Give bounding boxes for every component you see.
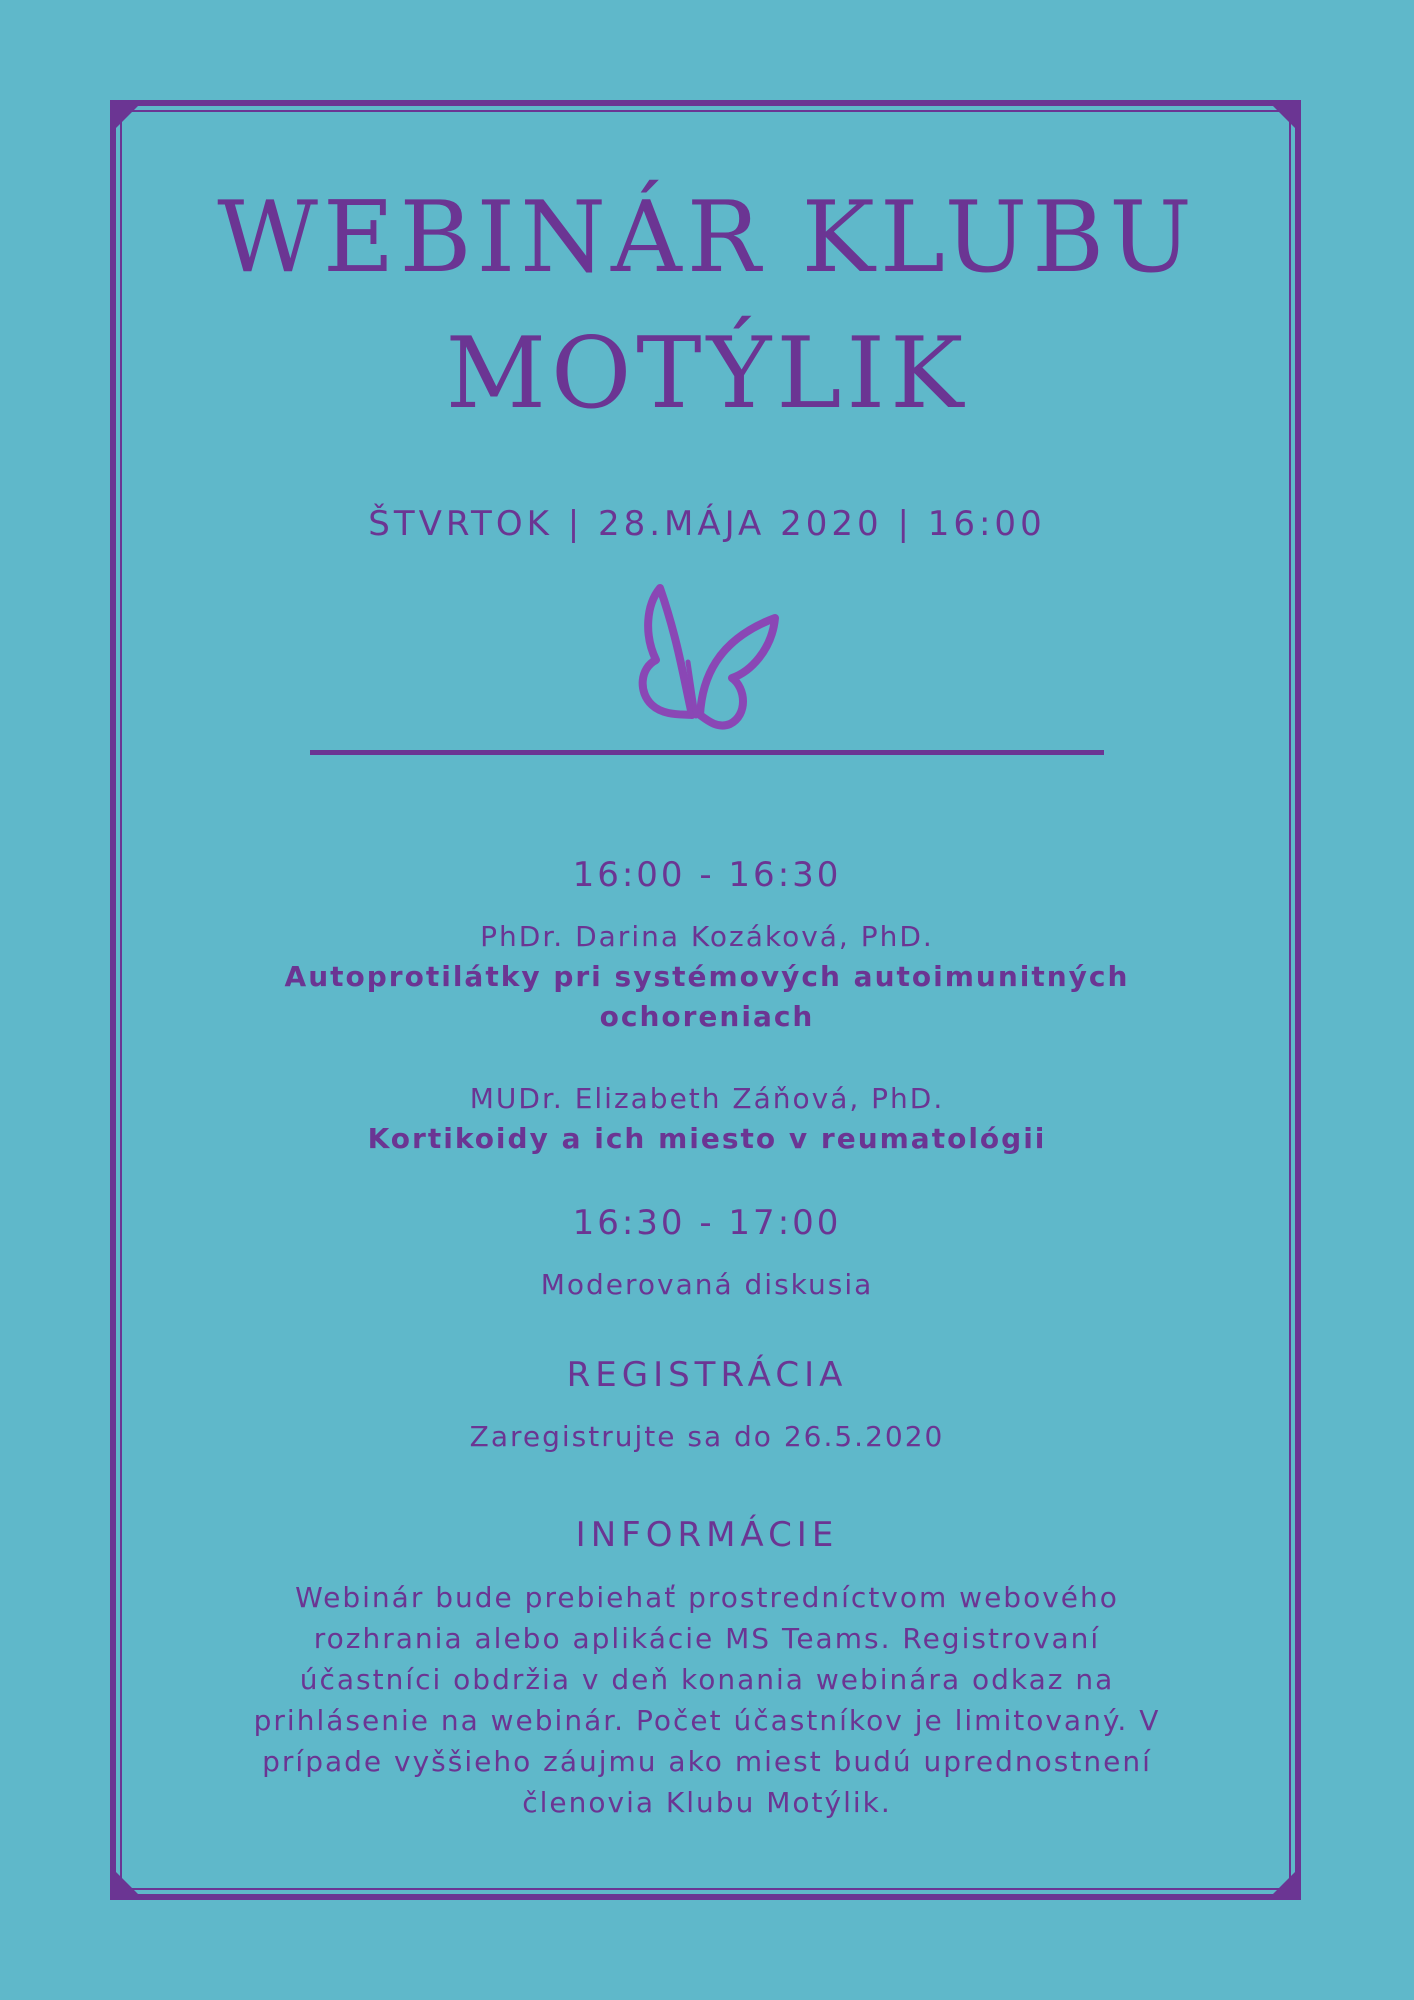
information-line: členovia Klubu Motýlik. xyxy=(522,1786,892,1819)
program-time-1: 16:00 - 16:30 xyxy=(572,855,842,895)
information-line: prihlásenie na webinár. Počet účastníkov je limitovaný. V xyxy=(253,1704,1161,1737)
poster-content xyxy=(180,170,1234,1823)
frame-corner-bottom-right xyxy=(1267,1866,1301,1900)
information-heading: INFORMÁCIE xyxy=(575,1515,839,1555)
event-date: ŠTVRTOK | 28.MÁJA 2020 | 16:00 xyxy=(368,504,1046,544)
registration-text: Zaregistrujte sa do 26.5.2020 xyxy=(469,1420,945,1453)
talk-1-title-line-1: Autoprotilátky pri systémových autoimunitných xyxy=(284,960,1130,993)
information-line: rozhrania alebo aplikácie MS Teams. Registrovaní xyxy=(313,1622,1101,1655)
program-time-2: 16:30 - 17:00 xyxy=(572,1203,842,1243)
information-line: účastníci obdržia v deň konania webinára odkaz na xyxy=(299,1663,1115,1696)
talk-2-title: Kortikoidy a ich miesto v reumatológii xyxy=(367,1122,1047,1155)
speaker-2: MUDr. Elizabeth Záňová, PhD. xyxy=(469,1082,945,1115)
frame-corner-bottom-left xyxy=(110,1866,144,1900)
frame-corner-top-right xyxy=(1267,100,1301,134)
speaker-1: PhDr. Darina Kozáková, PhD. xyxy=(480,920,934,953)
poster-title xyxy=(180,170,1234,442)
poster-title-line-2: MOTÝLIK xyxy=(445,317,969,431)
butterfly-icon xyxy=(632,580,782,730)
information-line: prípade vyššieho záujmu ako miest budú uprednostnení xyxy=(262,1745,1152,1778)
section-divider xyxy=(310,750,1104,755)
poster-title-line-1: WEBINÁR KLUBU xyxy=(217,181,1197,295)
talk-1-title-line-2: ochoreniach xyxy=(599,1000,815,1033)
information-text xyxy=(207,1577,1207,1823)
information-line: Webinár bude prebiehať prostredníctvom webového xyxy=(295,1581,1119,1614)
frame-corner-top-left xyxy=(110,100,144,134)
registration-heading: REGISTRÁCIA xyxy=(566,1355,848,1395)
talk-1-title xyxy=(180,957,1234,1037)
moderated-discussion: Moderovaná diskusia xyxy=(540,1268,874,1301)
